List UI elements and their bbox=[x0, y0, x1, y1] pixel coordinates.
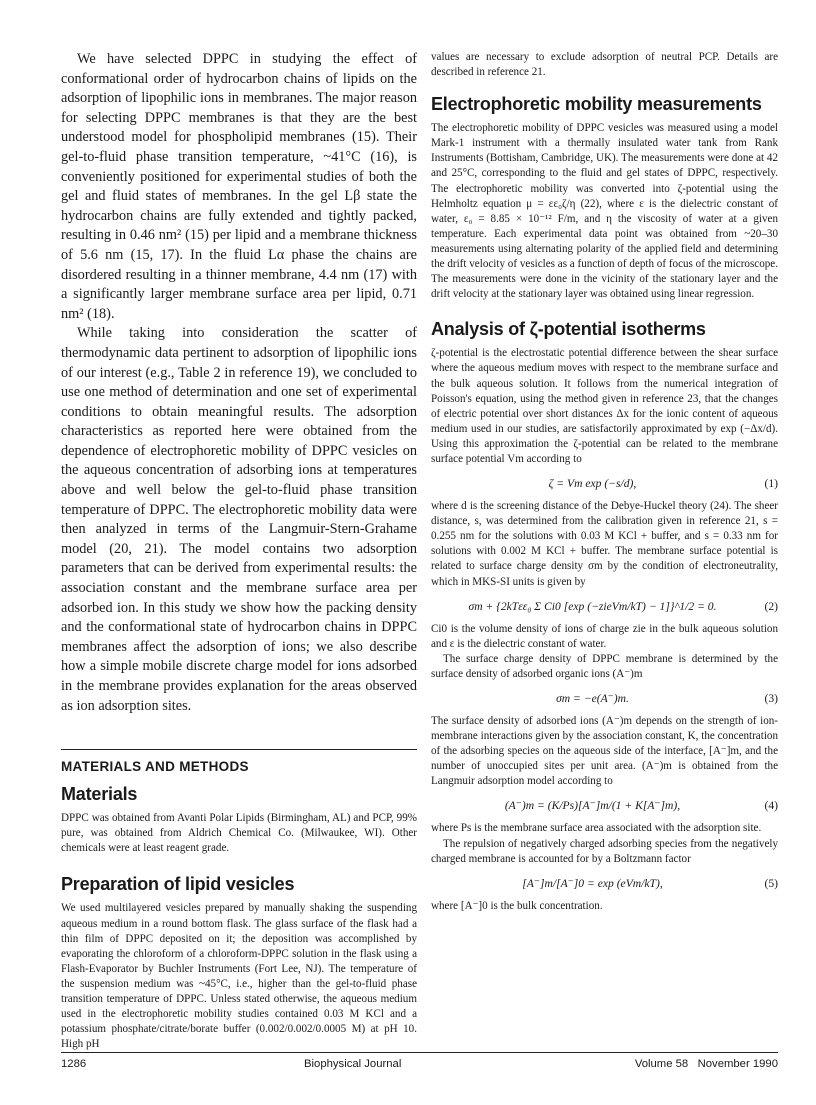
journal-name: Biophysical Journal bbox=[304, 1058, 402, 1070]
equation-4 bbox=[431, 798, 778, 813]
intro-paragraph-1: We have selected DPPC in studying the effect of conformational order of hydrocarbon chains of lipids on the adsorption of lipophilic ions in membranes. The major reason for selecting DPPC membranes is that they are the best understood model for phospholipid membranes (15). Their gel-to-fluid phase transition temperature, ~41°C (16), is conveniently positioned for experimental studies of both the gel and fluid states of membranes. In the gel Lβ state the hydrocarbon chains are fully extended and tightly packed, resulting in 0.46 nm² (15) per lipid and a membrane thickness of 5.6 nm (15, 17). In the fluid Lα phase the chains are disordered resulting in a thinner membrane, 4.4 nm (17) with a significantly larger membrane surface area per lipid, 0.71 nm² (18). bbox=[61, 51, 417, 322]
equation-5-number: (5) bbox=[764, 876, 778, 890]
after-equation-4: where Ps is the membrane surface area associated with the adsorption site. bbox=[431, 822, 762, 835]
preparation-text: We used multilayered vesicles prepared by manually shaking the suspending aqueous medium in a round bottom flask. The glass surface of the flask had a thin film of DPPC deposited on it; the deposition was accomplished by evaporating the chloroform of a chloroform-DPPC solution in the flask using a Flash-Evaporator by Buchler Instruments (Fort Lee, NJ). The temperature of the suspension medium was ~45°C, i.e., higher than the gel-to-fluid phase transition temperature of DPPC. Unless stated otherwise, the aqueous medium used in the electrophoretic mobility studies contained 0.03 M KCl and a potassium phosphate/citrate/borate buffer (0.002/0.002/0.0005 M) at pH 10. High pH bbox=[61, 902, 417, 1051]
equation-2-number: (2) bbox=[764, 599, 778, 613]
after-equation-2: Ci0 is the volume density of ions of charge zie in the bulk aqueous solution and ε is the dielectric constant of water. bbox=[431, 622, 778, 650]
equation-4-body: (A⁻)m = (K/Ps)[A⁻]m/(1 + K[A⁻]m), bbox=[504, 799, 681, 813]
section-materials-methods: MATERIALS AND METHODS bbox=[61, 759, 249, 775]
after-equation-5: where [A⁻]0 is the bulk concentration. bbox=[431, 899, 603, 912]
equation-5 bbox=[431, 876, 778, 891]
page-number: 1286 bbox=[61, 1058, 87, 1070]
volume-info: Volume 58 November 1990 bbox=[634, 1058, 778, 1070]
equation-1-number: (1) bbox=[764, 477, 778, 491]
equation-1 bbox=[431, 476, 778, 491]
surface-charge-paragraph: The surface charge density of DPPC membrane is determined by the surface density of adsorbed organic ions (A⁻)m bbox=[431, 652, 778, 680]
equation-3 bbox=[431, 691, 778, 706]
equation-3-number: (3) bbox=[764, 692, 778, 705]
equation-2-body: σm + {2kTεε₀ Σ Ci0 [exp (−zieVm/kT) − 1]}^1/2 = 0. bbox=[468, 599, 717, 613]
heading-analysis: Analysis of ζ-potential isotherms bbox=[431, 319, 706, 340]
equation-4-number: (4) bbox=[764, 799, 778, 813]
after-equation-3: The surface density of adsorbed ions (A⁻)m depends on the strength of ion-membrane interactions given by the association constant, K, the concentration of the adsorbing species on the aqueous side of the interface, [A⁻]m, and the number of unoccupied sites per unit area. (A⁻)m is obtained from the Langmuir adsorption model according to bbox=[431, 715, 778, 788]
electrophoretic-text: The electrophoretic mobility of DPPC vesicles was measured using a model Mark-1 instrument with a thermally insulated water tank from Rank Instruments (Bottisham, Cambridge, UK). The measurements were done at 42 and 25°C, corresponding to the fluid and gel states of DPPC, respectively. The electrophoretic mobility was converted into ζ-potential using the Helmholtz equation μ = εε₀ζ/η (22), where ε is the dielectric constant of water, ε₀ = 8.85 × 10⁻¹² F/m, and η the viscosity of water at a given temperature. Each experimental data point was obtained from ~20–30 measurements using alternating polarity of the applied field and determining the drift velocity of vesicles as a function of depth of focus of the microscope. The measurements were done in the vicinity of the stationary layer and the drift velocity at the stationary layer was obtained using linear regression. bbox=[431, 122, 778, 301]
equation-2 bbox=[431, 599, 778, 614]
equation-3-body: σm = −e(A⁻)m. bbox=[556, 692, 629, 705]
heading-preparation: Preparation of lipid vesicles bbox=[61, 874, 295, 895]
continued-text: values are necessary to exclude adsorption of neutral PCP. Details are described in reference 21. bbox=[431, 51, 778, 79]
equation-1-body: ζ = Vm exp (−s/d), bbox=[548, 477, 637, 491]
repulsion-paragraph: The repulsion of negatively charged adsorbing species from the negatively charged membrane is accounted for by a Boltzmann factor bbox=[431, 837, 778, 865]
page-footer bbox=[61, 1052, 778, 1069]
equation-5-body: [A⁻]m/[A⁻]0 = exp (eVm/kT), bbox=[522, 876, 663, 890]
intro-paragraph-2: While taking into consideration the scatter of thermodynamic data pertinent to adsorption of lipophilic ions of our interest (e.g., Table 2 in reference 19), we concluded to use one method of determination and one set of experimental conditions to obtain meaningful results. The adsorption characteristics as reported here were obtained from the dependence of electrophoretic mobility of DPPC vesicles on the aqueous concentration of adsorbing ions at temperatures above and well below the gel-to-fluid phase transition temperature of DPPC. The electrophoretic mobility data were then analyzed in terms of the Langmuir-Stern-Grahame model (20, 21). The model contains two adsorption parameters that can be derived from experimental results: the association constant and the membrane surface area per adsorbed ion. In this study we show how the packing density and the conformational state of hydrocarbon chains in DPPC membranes affect the adsorption of ions; we also describe how a simple mobile discrete charge model for ions adsorbed in the membrane provides explanation for the areas observed as ion adsorption sites. bbox=[61, 325, 417, 714]
section-rule bbox=[61, 749, 417, 750]
heading-materials: Materials bbox=[61, 784, 138, 805]
after-equation-1: where d is the screening distance of the Debye-Huckel theory (24). The sheer distance, s, was determined from the calibration given in reference 21, s = 0.255 nm for the solutions with 0.03 M KCl + buffer, and s = 0.33 nm for solutions with 0.002 M KCl + buffer. The membrane surface potential is related to surface charge density σm by the condition of electroneutrality, which in MKS-SI units is given by bbox=[431, 500, 778, 588]
heading-electrophoretic: Electrophoretic mobility measurements bbox=[431, 94, 762, 115]
analysis-text: ζ-potential is the electrostatic potential difference between the shear surface where the aqueous medium moves with respect to the membrane surface and the bulk aqueous solution. It follows from the numerical integration of Poisson's equation, using the method given in reference 23, that the changes of electric potential over short distances Δx for the ionic content of aqueous medium used in our studies, are satisfactorily approximated by exp (−Δx/d). Using this approximation the ζ-potential can be related to the membrane surface potential Vm according to bbox=[431, 347, 778, 465]
materials-text: DPPC was obtained from Avanti Polar Lipids (Birmingham, AL) and PCP, 99% pure, was obtained from Aldrich Chemical Co. (Milwaukee, WI). Other chemicals were at least reagent grade. bbox=[61, 812, 417, 855]
